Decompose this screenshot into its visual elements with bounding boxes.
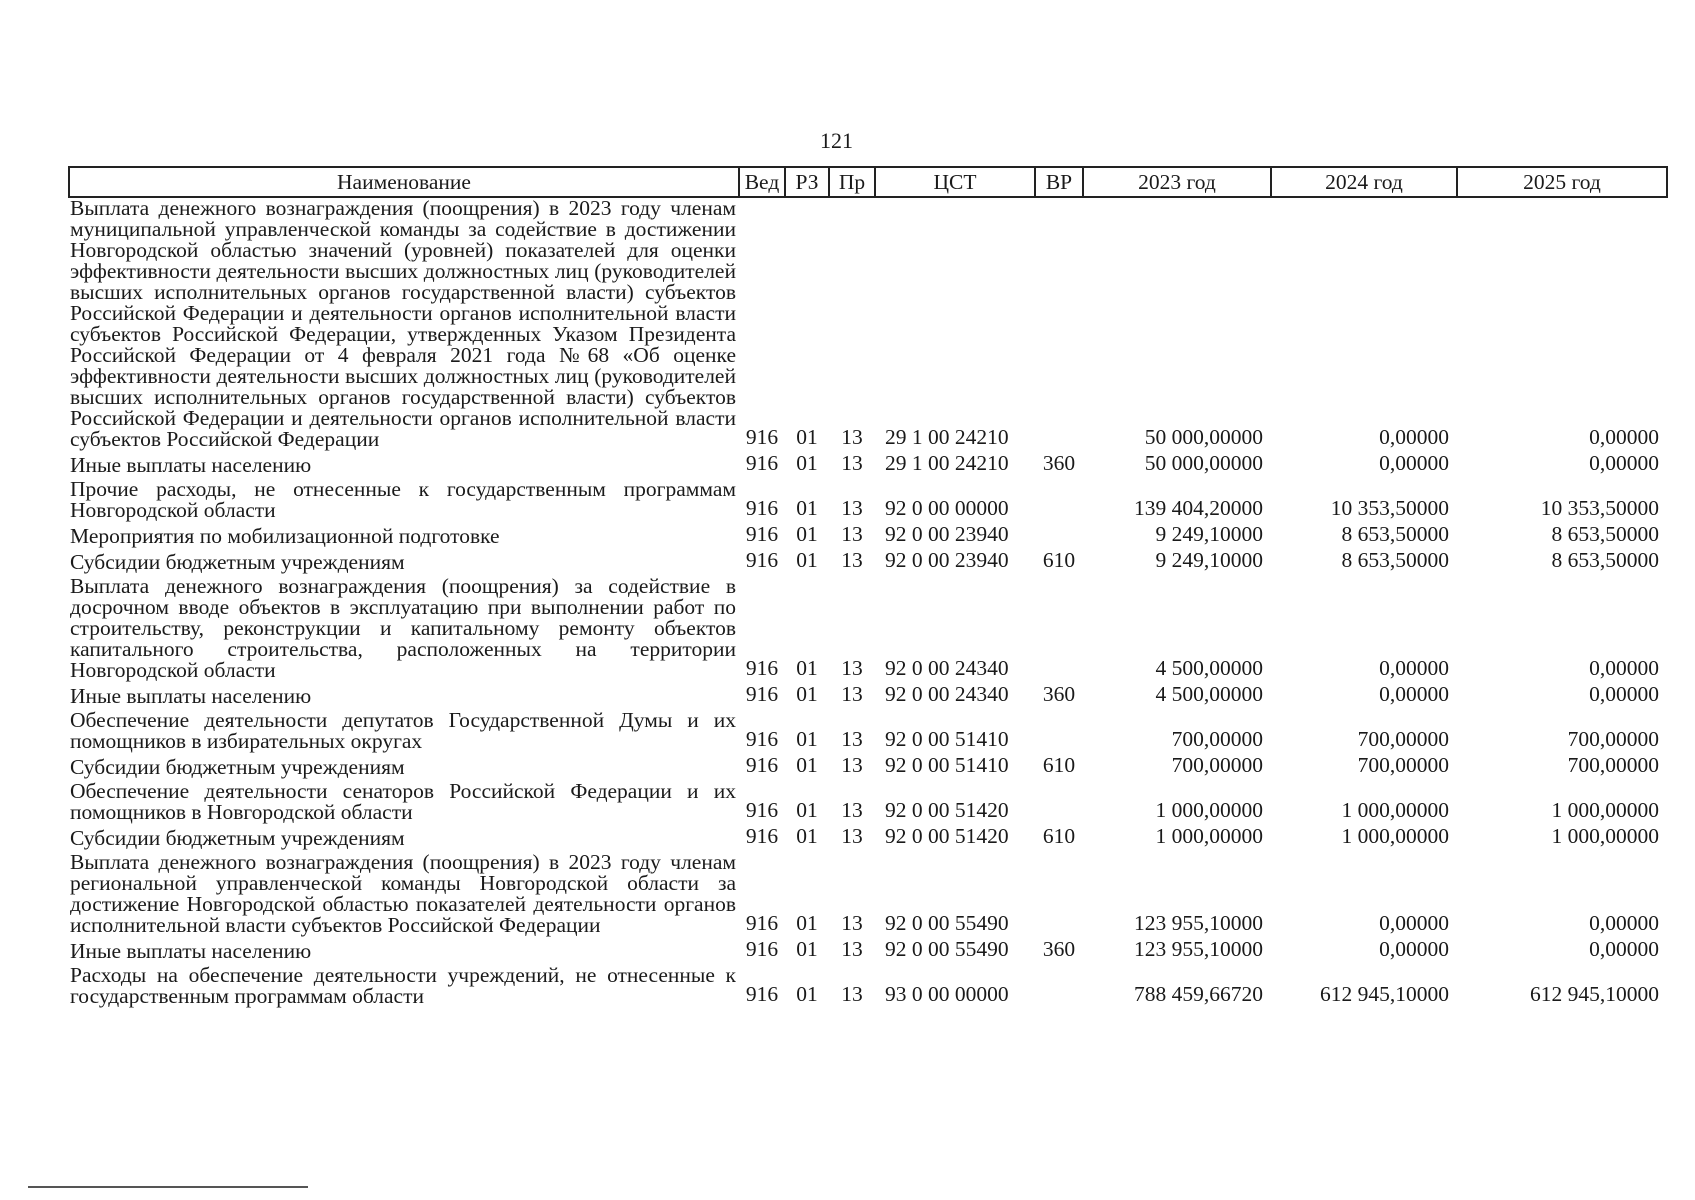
row-amount-2024: 0,00000 (1379, 656, 1449, 680)
row-amount-2024: 0,00000 (1379, 911, 1449, 935)
row-rz: 01 (796, 522, 818, 546)
row-amount-2023: 139 404,20000 (1134, 496, 1263, 520)
row-amount-2025: 612 945,10000 (1530, 982, 1659, 1006)
header-cst: ЦСТ (875, 167, 1035, 197)
row-amount-2023: 50 000,00000 (1144, 425, 1263, 449)
row-cst: 92 0 00 51410 (885, 727, 1009, 751)
row-amount-2024: 10 353,50000 (1330, 496, 1449, 520)
row-rz: 01 (796, 548, 818, 572)
row-ved: 916 (745, 522, 779, 546)
header-name: Наименование (69, 167, 739, 197)
row-pr: 13 (841, 522, 863, 546)
row-amount-2024: 0,00000 (1379, 425, 1449, 449)
row-vr: 360 (1042, 451, 1076, 475)
row-amount-2025: 700,00000 (1567, 727, 1659, 751)
row-ved: 916 (745, 451, 779, 475)
row-cst: 92 0 00 24340 (885, 656, 1009, 680)
row-pr: 13 (841, 451, 863, 475)
row-amount-2024: 8 653,50000 (1341, 522, 1449, 546)
row-vr (1035, 965, 1083, 1010)
row-amount-2025: 1 000,00000 (1551, 824, 1659, 848)
table-row (69, 939, 1667, 965)
row-amount-2025: 0,00000 (1589, 425, 1659, 449)
row-pr: 13 (841, 727, 863, 751)
table-row (69, 524, 1667, 550)
row-amount-2023: 50 000,00000 (1144, 451, 1263, 475)
row-amount-2023: 700,00000 (1171, 727, 1263, 751)
row-pr: 13 (841, 548, 863, 572)
row-cst: 92 0 00 23940 (885, 522, 1009, 546)
row-amount-2025: 0,00000 (1589, 937, 1659, 961)
row-amount-2024: 0,00000 (1379, 451, 1449, 475)
row-name: Субсидии бюджетным учреждениям (70, 755, 405, 779)
row-name: Субсидии бюджетным учреждениям (70, 826, 405, 850)
row-amount-2025: 0,00000 (1589, 682, 1659, 706)
table-row (69, 852, 1667, 939)
row-rz: 01 (796, 727, 818, 751)
table-row (69, 965, 1667, 1010)
row-name: Выплата денежного вознаграждения (поощрения) за содействие в досрочном вводе объектов в эксплуатацию при выполнении работ по строительству, реконструкции и капитальному ремонту объектов капитального строительства, расположенных на территории Новгородской области (70, 574, 736, 682)
row-cst: 92 0 00 24340 (885, 682, 1009, 706)
row-ved: 916 (745, 727, 779, 751)
header-ved: Вед (739, 167, 785, 197)
row-amount-2025: 0,00000 (1589, 451, 1659, 475)
table-row (69, 755, 1667, 781)
row-amount-2024: 8 653,50000 (1341, 548, 1449, 572)
row-rz: 01 (796, 425, 818, 449)
row-rz: 01 (796, 451, 818, 475)
row-name: Субсидии бюджетным учреждениям (70, 550, 405, 574)
row-amount-2023: 788 459,66720 (1134, 982, 1263, 1006)
row-vr (1035, 781, 1083, 826)
row-vr (1035, 710, 1083, 755)
row-name: Иные выплаты населению (70, 453, 312, 477)
row-rz: 01 (796, 753, 818, 777)
header-rz: РЗ (785, 167, 829, 197)
row-name: Выплата денежного вознаграждения (поощрения) в 2023 году членам региональной управленческой команды Новгородской области за достижение Новгородской областью показателей деятельности органов исполнительной власти субъектов Российской Федерации (70, 850, 736, 937)
row-pr: 13 (841, 682, 863, 706)
row-amount-2024: 0,00000 (1379, 682, 1449, 706)
table-row (69, 550, 1667, 576)
row-ved: 916 (745, 824, 779, 848)
row-rz: 01 (796, 911, 818, 935)
page-number: 121 (820, 128, 853, 153)
header-pr: Пр (829, 167, 875, 197)
row-rz: 01 (796, 798, 818, 822)
row-amount-2025: 700,00000 (1567, 753, 1659, 777)
row-name: Выплата денежного вознаграждения (поощрения) в 2023 году членам муниципальной управленческой команды за содействие в достижении Новгородской областью значений (уровней) показателей для оценки эффективности деятельности высших должностных лиц (руководителей высших исполнительных органов государственной власти) субъектов Российской Федерации и деятельности органов исполнительной власти субъектов Российской Федерации, утвержденных Указом Президента Российской Федерации от 4 февраля 2021 года №68 «Об оценке эффективности деятельности высших должностных лиц (руководителей высших исполнительных органов государственной власти) субъектов Российской Федерации и деятельности органов исполнительной власти субъектов Российской Федерации (70, 196, 736, 451)
budget-table (68, 166, 1668, 1010)
row-vr (1035, 576, 1083, 684)
row-vr: 360 (1042, 682, 1076, 706)
row-amount-2023: 123 955,10000 (1134, 911, 1263, 935)
row-name: Обеспечение деятельности депутатов Государственной Думы и их помощников в избирательных округах (70, 708, 736, 753)
row-rz: 01 (796, 656, 818, 680)
row-name: Иные выплаты населению (70, 684, 312, 708)
row-amount-2023: 1 000,00000 (1155, 798, 1263, 822)
row-name: Прочие расходы, не отнесенные к государственным программам Новгородской области (70, 477, 736, 522)
table-row (69, 453, 1667, 479)
row-pr: 13 (841, 911, 863, 935)
row-ved: 916 (745, 548, 779, 572)
row-ved: 916 (745, 753, 779, 777)
row-rz: 01 (796, 937, 818, 961)
row-rz: 01 (796, 982, 818, 1006)
footer-rule (28, 1186, 308, 1188)
row-amount-2023: 4 500,00000 (1155, 656, 1263, 680)
row-cst: 29 1 00 24210 (885, 451, 1009, 475)
row-cst: 29 1 00 24210 (885, 425, 1009, 449)
row-cst: 92 0 00 51420 (885, 798, 1009, 822)
table-row (69, 710, 1667, 755)
row-pr: 13 (841, 753, 863, 777)
row-vr (1035, 479, 1083, 524)
row-pr: 13 (841, 982, 863, 1006)
row-cst: 92 0 00 55490 (885, 911, 1009, 935)
row-rz: 01 (796, 682, 818, 706)
row-vr: 610 (1042, 548, 1076, 572)
row-amount-2023: 4 500,00000 (1155, 682, 1263, 706)
row-pr: 13 (841, 656, 863, 680)
row-amount-2023: 1 000,00000 (1155, 824, 1263, 848)
row-amount-2025: 8 653,50000 (1551, 548, 1659, 572)
table-row (69, 684, 1667, 710)
row-rz: 01 (796, 496, 818, 520)
row-amount-2025: 0,00000 (1589, 656, 1659, 680)
row-cst: 92 0 00 51410 (885, 753, 1009, 777)
row-pr: 13 (841, 937, 863, 961)
header-2023: 2023 год (1083, 167, 1271, 197)
row-amount-2023: 700,00000 (1171, 753, 1263, 777)
row-amount-2024: 1 000,00000 (1341, 824, 1449, 848)
row-vr: 610 (1042, 824, 1076, 848)
row-amount-2024: 700,00000 (1357, 753, 1449, 777)
row-pr: 13 (841, 798, 863, 822)
table-row (69, 576, 1667, 684)
row-ved: 916 (745, 911, 779, 935)
row-vr (1035, 852, 1083, 939)
row-pr: 13 (841, 496, 863, 520)
row-rz: 01 (796, 824, 818, 848)
table-header-row (69, 167, 1667, 197)
table-row (69, 479, 1667, 524)
row-name: Мероприятия по мобилизационной подготовке (70, 524, 500, 548)
row-name: Иные выплаты населению (70, 939, 312, 963)
row-cst: 92 0 00 00000 (885, 496, 1009, 520)
row-vr: 360 (1042, 937, 1076, 961)
row-name: Расходы на обеспечение деятельности учреждений, не отнесенные к государственным программам области (70, 963, 736, 1008)
table-row (69, 197, 1667, 453)
row-amount-2024: 1 000,00000 (1341, 798, 1449, 822)
row-amount-2025: 8 653,50000 (1551, 522, 1659, 546)
row-vr: 610 (1042, 753, 1076, 777)
row-ved: 916 (745, 682, 779, 706)
row-amount-2025: 10 353,50000 (1540, 496, 1659, 520)
row-ved: 916 (745, 798, 779, 822)
row-amount-2025: 0,00000 (1589, 911, 1659, 935)
row-vr (1035, 524, 1083, 550)
row-amount-2024: 612 945,10000 (1320, 982, 1449, 1006)
row-ved: 916 (745, 937, 779, 961)
row-ved: 916 (745, 496, 779, 520)
row-pr: 13 (841, 425, 863, 449)
row-cst: 92 0 00 55490 (885, 937, 1009, 961)
row-amount-2023: 9 249,10000 (1155, 548, 1263, 572)
header-vr: ВР (1035, 167, 1083, 197)
row-amount-2024: 700,00000 (1357, 727, 1449, 751)
row-cst: 92 0 00 51420 (885, 824, 1009, 848)
row-ved: 916 (745, 425, 779, 449)
header-2024: 2024 год (1271, 167, 1457, 197)
table-body (69, 197, 1667, 1010)
row-name: Обеспечение деятельности сенаторов Российской Федерации и их помощников в Новгородской области (70, 779, 736, 824)
row-ved: 916 (745, 656, 779, 680)
row-cst: 93 0 00 00000 (885, 982, 1009, 1006)
row-pr: 13 (841, 824, 863, 848)
row-amount-2023: 9 249,10000 (1155, 522, 1263, 546)
row-amount-2025: 1 000,00000 (1551, 798, 1659, 822)
row-ved: 916 (745, 982, 779, 1006)
header-2025: 2025 год (1457, 167, 1667, 197)
table-row (69, 826, 1667, 852)
table-row (69, 781, 1667, 826)
row-amount-2024: 0,00000 (1379, 937, 1449, 961)
row-cst: 92 0 00 23940 (885, 548, 1009, 572)
row-amount-2023: 123 955,10000 (1134, 937, 1263, 961)
row-vr (1035, 197, 1083, 453)
